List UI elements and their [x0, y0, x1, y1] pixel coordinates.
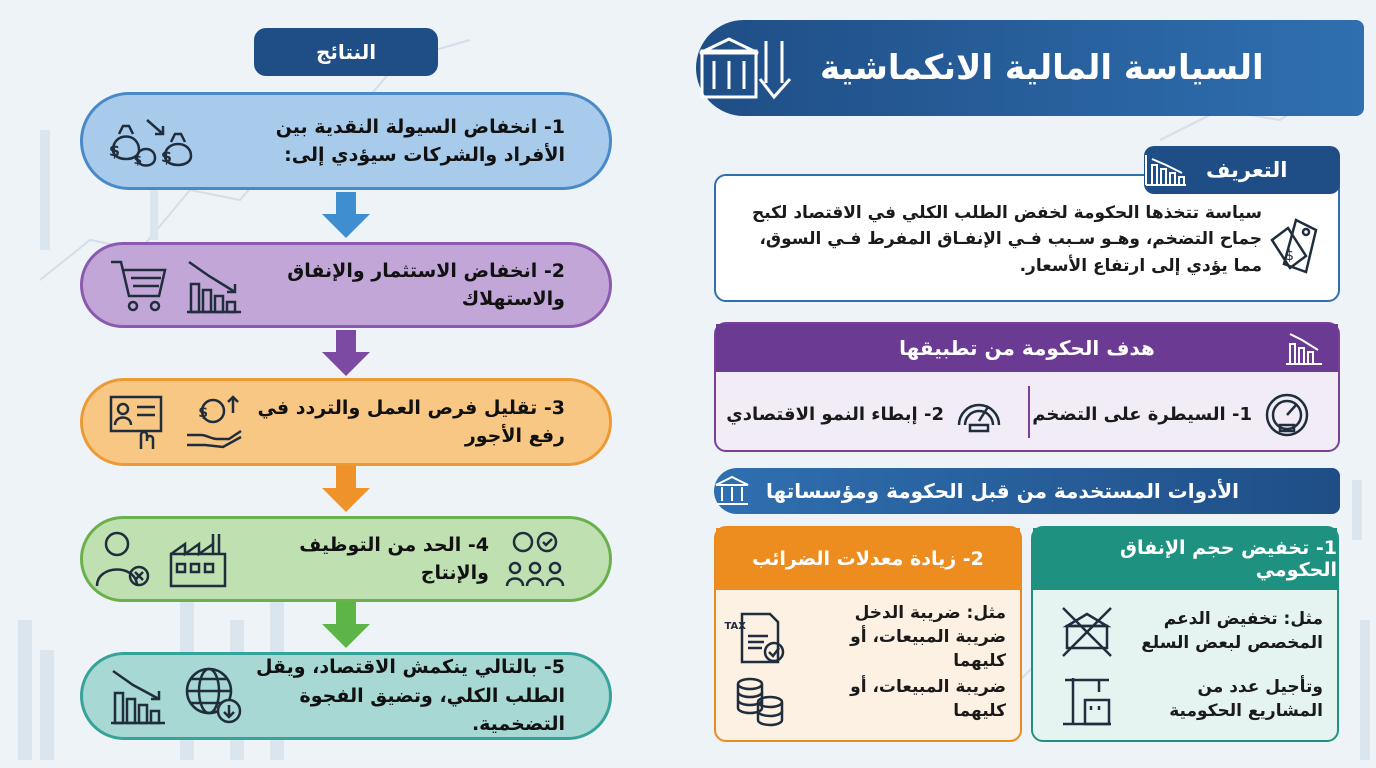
tool-card-spending: [1031, 526, 1339, 742]
tool-row: [732, 672, 1006, 728]
results-header: النتائج: [254, 28, 438, 76]
bank-down-arrow-icon: [696, 33, 796, 103]
tool-row: [1059, 604, 1323, 660]
bar-chart-down-icon: [107, 665, 169, 727]
tool-row-text: وتأجيل عدد من المشاريع الحكومية: [1169, 677, 1323, 721]
coin-stack-icon: [732, 672, 788, 728]
tool-row: [724, 602, 1006, 673]
tool-row-text: مثل: ضريبة الدخل ضريبة المبيعات، أو كليهما: [850, 603, 1006, 671]
goals-divider: [1028, 386, 1030, 438]
goal-item-2: [726, 386, 1004, 442]
goals-heading: هدف الحكومة من تطبيقها: [899, 336, 1155, 360]
job-profile-icon: [107, 391, 169, 453]
globe-icon: [183, 665, 245, 727]
svg-text:$: $: [108, 141, 120, 160]
result-step-2: [80, 242, 612, 328]
bar-chart-down-icon: [1284, 330, 1324, 366]
goal-item-1: [1032, 386, 1312, 442]
price-tags-icon: [1266, 216, 1322, 276]
svg-text:$: $: [1285, 248, 1294, 264]
bank-icon: [714, 475, 750, 507]
definition-header: [1144, 146, 1340, 194]
money-bags-icon: [107, 110, 197, 172]
result-step-3: [80, 378, 612, 466]
result-step-5: [80, 652, 612, 740]
down-arrow-icon: [318, 330, 374, 378]
goal-label: 1- السيطرة على التضخم: [1032, 403, 1252, 425]
svg-text:$: $: [198, 405, 208, 421]
bar-chart-down-icon: [1144, 153, 1188, 187]
shopping-cart-icon: [107, 254, 169, 316]
down-arrow-icon: [318, 192, 374, 240]
step-icons: [107, 391, 245, 453]
team-check-icon: [503, 528, 565, 590]
svg-text:$: $: [133, 153, 142, 167]
tax-label: TAX: [724, 620, 746, 632]
goal-label: 2- إبطاء النمو الاقتصادي: [726, 403, 944, 425]
step-icons: [107, 110, 197, 172]
crane-construction-icon: [1059, 672, 1115, 728]
crossed-out-goods-icon: [1059, 604, 1115, 660]
tool-card-taxes: [714, 526, 1022, 742]
down-arrow-icon: [318, 466, 374, 514]
result-step-4: [80, 516, 612, 602]
bar-chart-down-icon: [183, 254, 245, 316]
tools-heading: الأدوات المستخدمة من قبل الحكومة ومؤسساتها: [766, 479, 1240, 503]
tool-heading-taxes: 2- زيادة معدلات الضرائب: [716, 528, 1020, 590]
worker-cancel-icon: [91, 528, 153, 590]
tool-row: [1059, 672, 1323, 728]
step-text: 2- انخفاض الاستثمار والإنفاق والاستهلاك: [287, 259, 565, 310]
step-text: 4- الحد من التوظيف والإنتاج: [299, 533, 489, 584]
tools-header: [714, 468, 1340, 514]
step-text: 1- انخفاض السيولة النقدية بين الأفراد والشركات سيؤدي إلى:: [275, 115, 565, 166]
step-text: 5- بالتالي ينكمش الاقتصاد، ويقل الطلب الكلي، وتضيق الفجوة التضخمية.: [255, 656, 565, 736]
svg-text:$: $: [160, 147, 172, 166]
result-step-1: [80, 92, 612, 190]
goals-header: [716, 324, 1338, 372]
speedometer-icon: [954, 391, 1004, 437]
page-title: السياسة المالية الانكماشية: [820, 48, 1264, 88]
step-icons: [91, 528, 229, 590]
tool-row-text: ضريبة المبيعات، أو كليهما: [850, 677, 1006, 721]
tool-row-text: مثل: تخفيض الدعم المخصص لبعض السلع: [1141, 609, 1323, 653]
tax-document-icon: [724, 610, 788, 666]
step-icons: [107, 665, 245, 727]
goals-box: [714, 322, 1340, 452]
hand-money-icon: [183, 391, 245, 453]
tool-heading-spending: 1- تخفيض حجم الإنفاق الحكومي: [1033, 528, 1337, 590]
down-arrow-icon: [318, 602, 374, 650]
definition-heading: التعريف: [1206, 158, 1288, 182]
step-icons: [107, 254, 245, 316]
step-text: 3- تقليل فرص العمل والتردد في رفع الأجور: [257, 396, 565, 447]
main-title-banner: [696, 20, 1364, 116]
speedometer-icon: [1262, 391, 1312, 437]
factory-icon: [167, 528, 229, 590]
definition-text: سياسة تتخذها الحكومة لخفض الطلب الكلي في الاقتصاد لكبح جماح التضخم، وهـو سـبب فـي الإنفـاق المفرط فـي السوق، مما يؤدي إلى ارتفاع الأسعار.: [751, 203, 1262, 276]
step-icons-right: [229, 528, 565, 590]
